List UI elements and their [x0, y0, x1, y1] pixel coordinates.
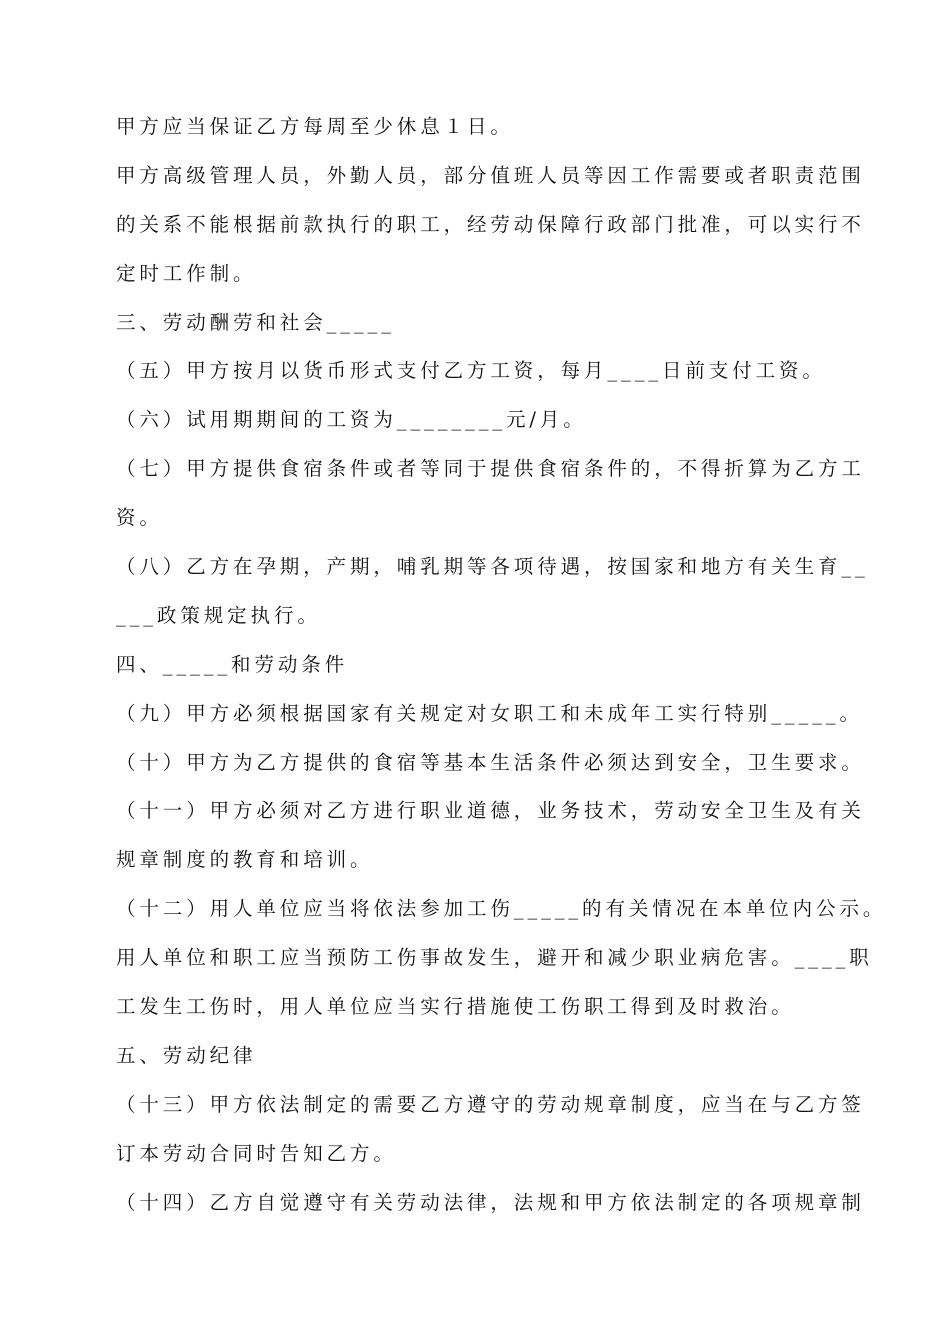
text-line: （八）乙方在孕期，产期，哺乳期等各项待遇，按国家和地方有关生育__ — [116, 555, 869, 579]
document-body — [116, 103, 887, 1227]
text-line: 定时工作制。 — [116, 261, 257, 285]
text-line: （十二）用人单位应当将依法参加工伤_____的有关情况在本单位内公示。 — [116, 897, 887, 921]
text-line: （六）试用期期间的工资为________元/月。 — [116, 408, 587, 432]
text-line: 甲方高级管理人员，外勤人员，部分值班人员等因工作需要或者职责范围 — [116, 163, 865, 187]
section-heading: 四、_____和劳动条件 — [116, 652, 349, 676]
text-line: 资。 — [116, 506, 163, 530]
text-line: （十四）乙方自觉遵守有关劳动法律，法规和甲方依法制定的各项规章制 — [116, 1190, 865, 1214]
section-heading: 三、劳动酬劳和社会_____ — [116, 310, 395, 334]
text-line: ___政策规定执行。 — [116, 603, 321, 627]
section-heading: 五、劳动纪律 — [116, 1043, 257, 1067]
text-line: （十）甲方为乙方提供的食宿等基本生活条件必须达到安全，卫生要求。 — [116, 750, 865, 774]
text-line: （五）甲方按月以货币形式支付乙方工资，每月____日前支付工资。 — [116, 359, 826, 383]
text-line: 订本劳动合同时告知乙方。 — [116, 1141, 397, 1165]
text-line: （七）甲方提供食宿条件或者等同于提供食宿条件的，不得折算为乙方工 — [116, 457, 865, 481]
text-line: 规章制度的教育和培训。 — [116, 848, 374, 872]
text-line: 工发生工伤时，用人单位应当实行措施使工伤职工得到及时救治。 — [116, 995, 795, 1019]
text-line: 甲方应当保证乙方每周至少休息１日。 — [116, 115, 514, 138]
text-line: 的关系不能根据前款执行的职工，经劳动保障行政部门批准，可以实行不 — [116, 212, 865, 236]
text-line: （十一）甲方必须对乙方进行职业道德，业务技术，劳动安全卫生及有关 — [116, 799, 865, 823]
text-line: 用人单位和职工应当预防工伤事故发生，避开和减少职业病危害。____职 — [116, 946, 873, 970]
text-line: （十三）甲方依法制定的需要乙方遵守的劳动规章制度，应当在与乙方签 — [116, 1092, 865, 1116]
text-line: （九）甲方必须根据国家有关规定对女职工和未成年工实行特别_____。 — [116, 701, 863, 725]
